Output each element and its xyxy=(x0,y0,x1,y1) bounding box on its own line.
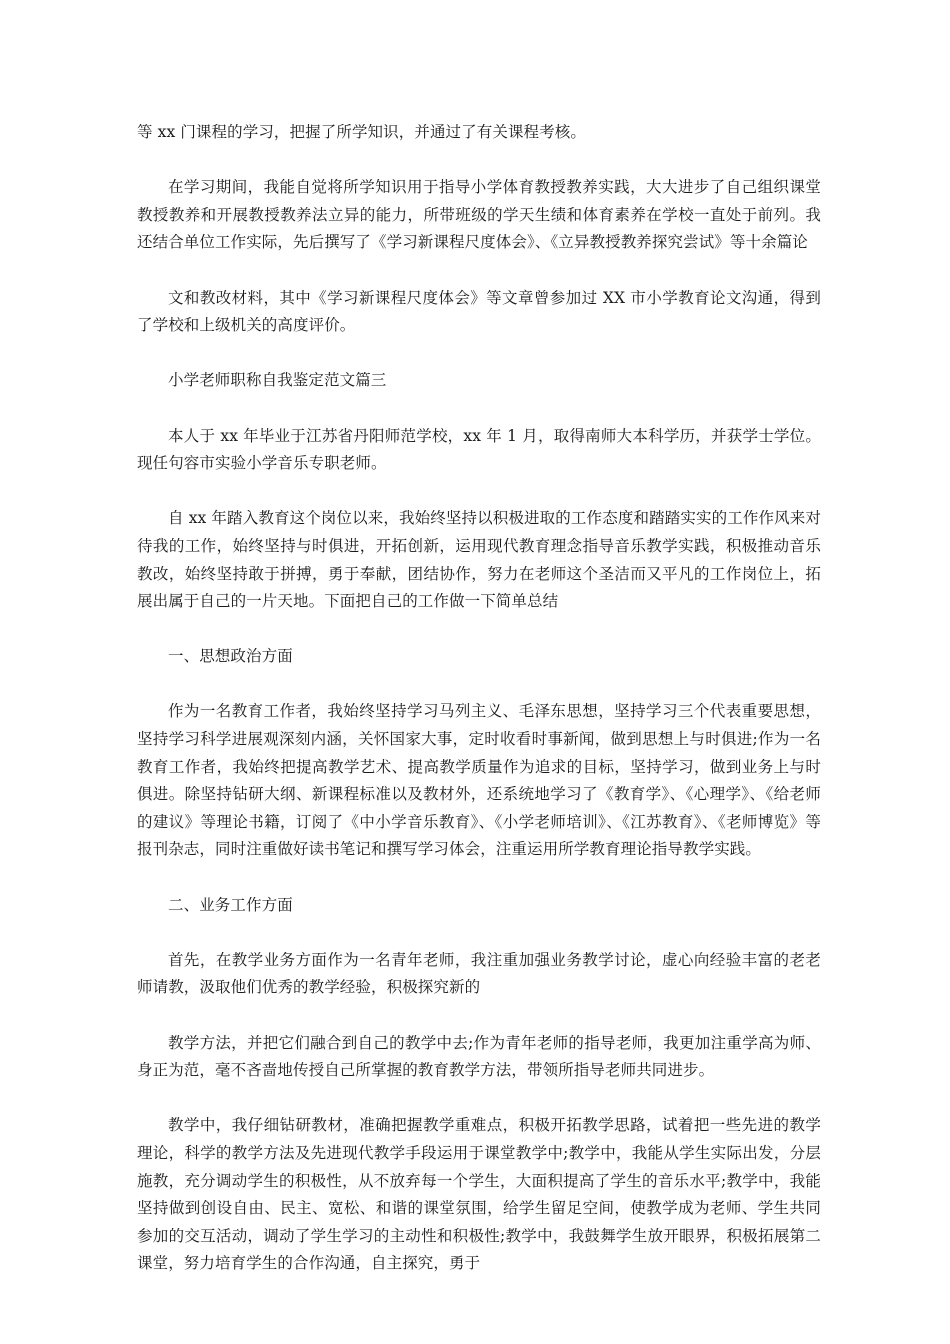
section-heading: 二、业务工作方面 xyxy=(168,895,293,914)
paragraph: 作为一名教育工作者，我始终坚持学习马列主义、毛泽东思想，坚持学习三个代表重要思想，坚持学习科学进展观深刻内涵，关怀国家大事，定时收看时事新闻，做到思想上与时俱进;作为一名教育工作者，我始终把提高教学艺术、提高教学质量作为追求的目标，坚持学习，做到业务上与时俱进。除坚持钻研大纲、新课程标准以及教材外，还系统地学习了《教育学》、《心理学》、《给老师的建议》等理论书籍，订阅了《中小学音乐教育》、《小学老师培训》、《江苏教育》、《老师博览》等报刊杂志，同时注重做好读书笔记和撰写学习体会，注重运用所学教育理论指导教学实践。 xyxy=(137,702,821,859)
paragraph: 教学方法，并把它们融合到自己的教学中去;作为青年老师的指导老师，我更加注重学高为师、身正为范，毫不吝啬地传授自己所掌握的教育教学方法，带领所指导老师共同进步。 xyxy=(137,1033,821,1080)
paragraph-continuation: 等 xx 门课程的学习，把握了所学知识，并通过了有关课程考核。 xyxy=(137,123,586,141)
paragraph: 教学中，我仔细钻研教材，准确把握教学重难点，积极开拓教学思路，试着把一些先进的教学理论，科学的教学方法及先进现代教学手段运用于课堂教学中;教学中，我能从学生实际出发，分层施教，充分调动学生的积极性，从不放弃每一个学生，大面积提高了学生的音乐水平;教学中，我能坚持做到创设自由、民主、宽松、和谐的课堂氛围，给学生留足空间，使教学成为老师、学生共同参加的交互活动，调动了学生学习的主动性和积极性;教学中，我鼓舞学生放开眼界，积极拓展第二课堂，努力培育学生的合作沟通，自主探究，勇于 xyxy=(137,1116,821,1273)
paragraph: 文和教改材料，其中《学习新课程尺度体会》等文章曾参加过 XX 市小学教育论文沟通，得到了学校和上级机关的高度评价。 xyxy=(137,288,821,335)
document-body xyxy=(137,119,821,1306)
section-title: 小学老师职称自我鉴定范文篇三 xyxy=(168,371,387,390)
paragraph: 在学习期间，我能自觉将所学知识用于指导小学体育教授教养实践，大大进步了自己组织课堂教授教养和开展教授教养法立异的能力，所带班级的学天生绩和体育素养在学校一直处于前列。我还结合单位工作实际，先后撰写了《学习新课程尺度体会》、《立异教授教养探究尝试》等十余篇论 xyxy=(137,178,821,252)
section-heading: 一、思想政治方面 xyxy=(168,647,293,666)
paragraph: 本人于 xx 年毕业于江苏省丹阳师范学校，xx 年 1 月，取得南师大本科学历，并获学士学位。现任句容市实验小学音乐专职老师。 xyxy=(137,426,821,473)
paragraph: 首先，在教学业务方面作为一名青年老师，我注重加强业务教学讨论，虚心向经验丰富的老老师请教，汲取他们优秀的教学经验，积极探究新的 xyxy=(137,950,821,997)
paragraph: 自 xx 年踏入教育这个岗位以来，我始终坚持以积极进取的工作态度和踏踏实实的工作作风来对待我的工作，始终坚持与时俱进，开拓创新，运用现代教育理念指导音乐教学实践，积极推动音乐教改，始终坚持敢于拼搏，勇于奉献，团结协作，努力在老师这个圣洁而又平凡的工作岗位上，拓展出属于自己的一片天地。下面把自己的工作做一下简单总结 xyxy=(137,509,821,611)
